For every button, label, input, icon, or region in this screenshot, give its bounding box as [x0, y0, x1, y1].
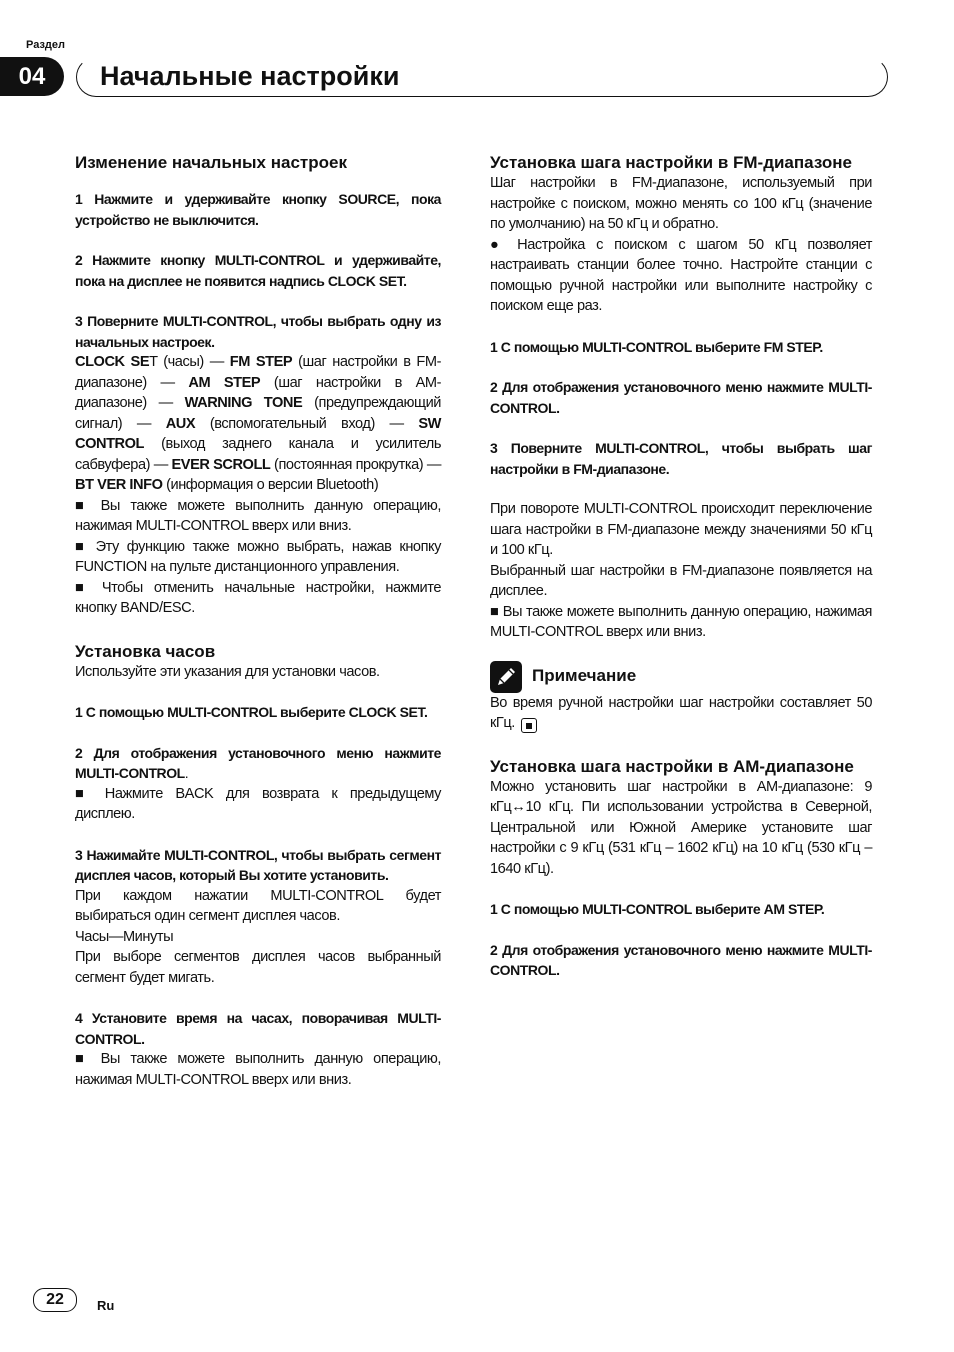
term-label: AUX [165, 415, 196, 432]
text-run: (шаг настройки в FM-диапазоне) — [75, 354, 441, 391]
step-instruction [75, 702, 441, 723]
text-run: (вспомогательный вход) — [195, 415, 419, 432]
pencil-note-icon [490, 661, 522, 693]
left-column [75, 152, 441, 1090]
text-run: ■ Нажмите BACK для возврата к предыдущему дисплею. [75, 785, 441, 822]
text-run: Установка шага настройки в AM-диапазоне [490, 756, 854, 776]
text-run: При выборе сегментов дисплея часов выбранный сегмент будет мигать. [75, 949, 441, 986]
step-instruction [75, 743, 441, 784]
text-run: 3 Поверните MULTI-CONTROL, чтобы выбрать одну из начальных настроек. [75, 313, 441, 350]
text-run: 2 Нажмите кнопку MULTI-CONTROL и удерживайте, пока на дисплее не появится надпись CLOCK SET. [75, 252, 441, 289]
paragraph [490, 777, 872, 880]
text-run: (постоянная прокрутка) — [270, 456, 442, 473]
note-heading [490, 661, 872, 693]
term-label: FM STEP [229, 354, 293, 370]
text-run: ● Настройка с поиском с шагом 50 кГц позволяет настраивать станции более точно. Настройте станции с помощью ручной настройки или выполните настройку с поиском еще раз. [490, 236, 872, 314]
text-run: (шаг настройки в AM-диапазоне) — [75, 374, 442, 411]
paragraph [490, 235, 872, 317]
text-run: Изменение начальных настроек [75, 153, 347, 172]
paragraph [75, 496, 441, 537]
paragraph [490, 499, 872, 561]
paragraph [75, 578, 441, 619]
text-run: При каждом нажатии MULTI-CONTROL будет выбираться один сегмент дисплея часов. [75, 887, 441, 924]
paragraph [75, 352, 441, 496]
text-run: 1 С помощью MULTI-CONTROL выберите AM STEP. [490, 901, 825, 917]
paragraph [490, 602, 872, 643]
text-run: 1 С помощью MULTI-CONTROL выберите FM STEP. [490, 338, 823, 355]
text-run: 3 Поверните MULTI-CONTROL, чтобы выбрать шаг настройки в FM-диапазоне. [490, 440, 872, 477]
text-run: 2 Для отображения установочного меню нажмите MULTI-CONTROL. [490, 379, 872, 416]
paragraph [75, 1049, 441, 1090]
text-run: (выход заднего канала и усилитель сабвуфера) — [75, 436, 441, 473]
right-column [490, 152, 872, 981]
text-run: T (часы) — [149, 354, 230, 370]
text-run: 2 Для отображения установочного меню нажмите MULTI-CONTROL [75, 744, 441, 781]
step-instruction [75, 845, 441, 886]
language-label: Ru [97, 1298, 115, 1313]
text-run: Часы—Минуты [75, 928, 174, 945]
section-heading [490, 756, 872, 777]
text-run: ■ Чтобы отменить начальные настройки, нажмите кнопку BAND/ESC. [75, 579, 441, 616]
text-run: 1 Нажмите и удерживайте кнопку SOURCE, пока устройство не выключится. [75, 191, 441, 228]
text-run: Можно установить шаг настройки в AM-диапазоне: 9 кГц↔10 кГц. Пи использовании устройства в Северной, Центральной или Южной Америке установите шаг настройки с 9 кГц (531 кГц – 1602 кГц) на 10 кГц (530 кГц – 1640 кГц). [490, 778, 872, 877]
section-number-badge: 04 [0, 57, 64, 96]
term-label: BT VER INFO [75, 477, 163, 493]
paragraph [490, 561, 872, 602]
step-instruction [75, 250, 441, 291]
text-run: Установка часов [75, 641, 216, 661]
text-run: (предупреждающий сигнал) — [75, 395, 442, 432]
text-run: Шаг настройки в FM-диапазоне, используемый при настройке с поиском, можно менять со 100 кГц (значение по умолчанию) на 50 кГц и обратно. [490, 175, 872, 232]
text-run: (информация о версии Bluetooth) [162, 477, 379, 493]
paragraph [75, 537, 441, 578]
step-instruction [490, 940, 872, 981]
text-run: 3 Нажимайте MULTI-CONTROL, чтобы выбрать сегмент дисплея часов, который Вы хотите установить. [75, 846, 441, 883]
text-run: 4 Установите время на часах, поворачивая MULTI-CONTROL. [75, 1010, 441, 1047]
text-run: Выбранный шаг настройки в FM-диапазоне появляется на дисплее. [490, 562, 872, 599]
term-label: WARNING TONE [184, 395, 303, 411]
step-instruction [490, 337, 872, 358]
text-run: При повороте MULTI-CONTROL происходит переключение шага настройки в FM-диапазоне между значениями 50 кГц и 100 кГц. [490, 501, 872, 558]
paragraph [75, 927, 441, 948]
paragraph [490, 693, 872, 734]
text-run: Используйте эти указания для установки часов. [75, 663, 380, 680]
step-instruction [75, 1008, 441, 1049]
paragraph [75, 947, 441, 988]
step-instruction [490, 438, 872, 479]
text-run: Установка шага настройки в FM-диапазоне [490, 153, 852, 172]
page-title: Начальные настройки [100, 61, 400, 91]
text-run: 2 Для отображения установочного меню нажмите MULTI-CONTROL. [490, 941, 872, 978]
text-run: 1 С помощью MULTI-CONTROL выберите CLOCK SET. [75, 704, 428, 720]
step-instruction [75, 189, 441, 230]
term-label: CLOCK SE [75, 354, 150, 370]
note-title: Примечание [532, 666, 637, 686]
paragraph [75, 886, 441, 927]
paragraph [75, 662, 441, 683]
section-heading [490, 152, 872, 173]
step-instruction [490, 377, 872, 418]
term-label: AM STEP [188, 374, 261, 391]
page-number: 22 [33, 1288, 77, 1312]
text-run: ■ Вы также можете выполнить данную операцию, нажимая MULTI-CONTROL вверх или вниз. [75, 497, 441, 534]
step-instruction [75, 311, 441, 352]
text-run: ■ Вы также можете выполнить данную операцию, нажимая MULTI-CONTROL вверх или вниз. [490, 603, 872, 640]
step-instruction [490, 899, 872, 920]
paragraph [490, 173, 872, 235]
text-run: ■ Вы также можете выполнить данную операцию, нажимая MULTI-CONTROL вверх или вниз. [75, 1051, 441, 1088]
section-heading [75, 152, 441, 173]
text-run: Во время ручной настройки шаг настройки составляет 50 кГц. [490, 694, 872, 731]
term-label: EVER SCROLL [171, 456, 271, 473]
section-label: Раздел [26, 39, 65, 51]
term-label: SW CONTROL [75, 415, 441, 452]
section-heading [75, 641, 441, 662]
text-run: ■ Эту функцию также можно выбрать, нажав кнопку FUNCTION на пульте дистанционного управления. [75, 538, 441, 575]
text-run: . [184, 765, 189, 781]
paragraph [75, 784, 441, 825]
end-of-section-icon [521, 718, 537, 733]
